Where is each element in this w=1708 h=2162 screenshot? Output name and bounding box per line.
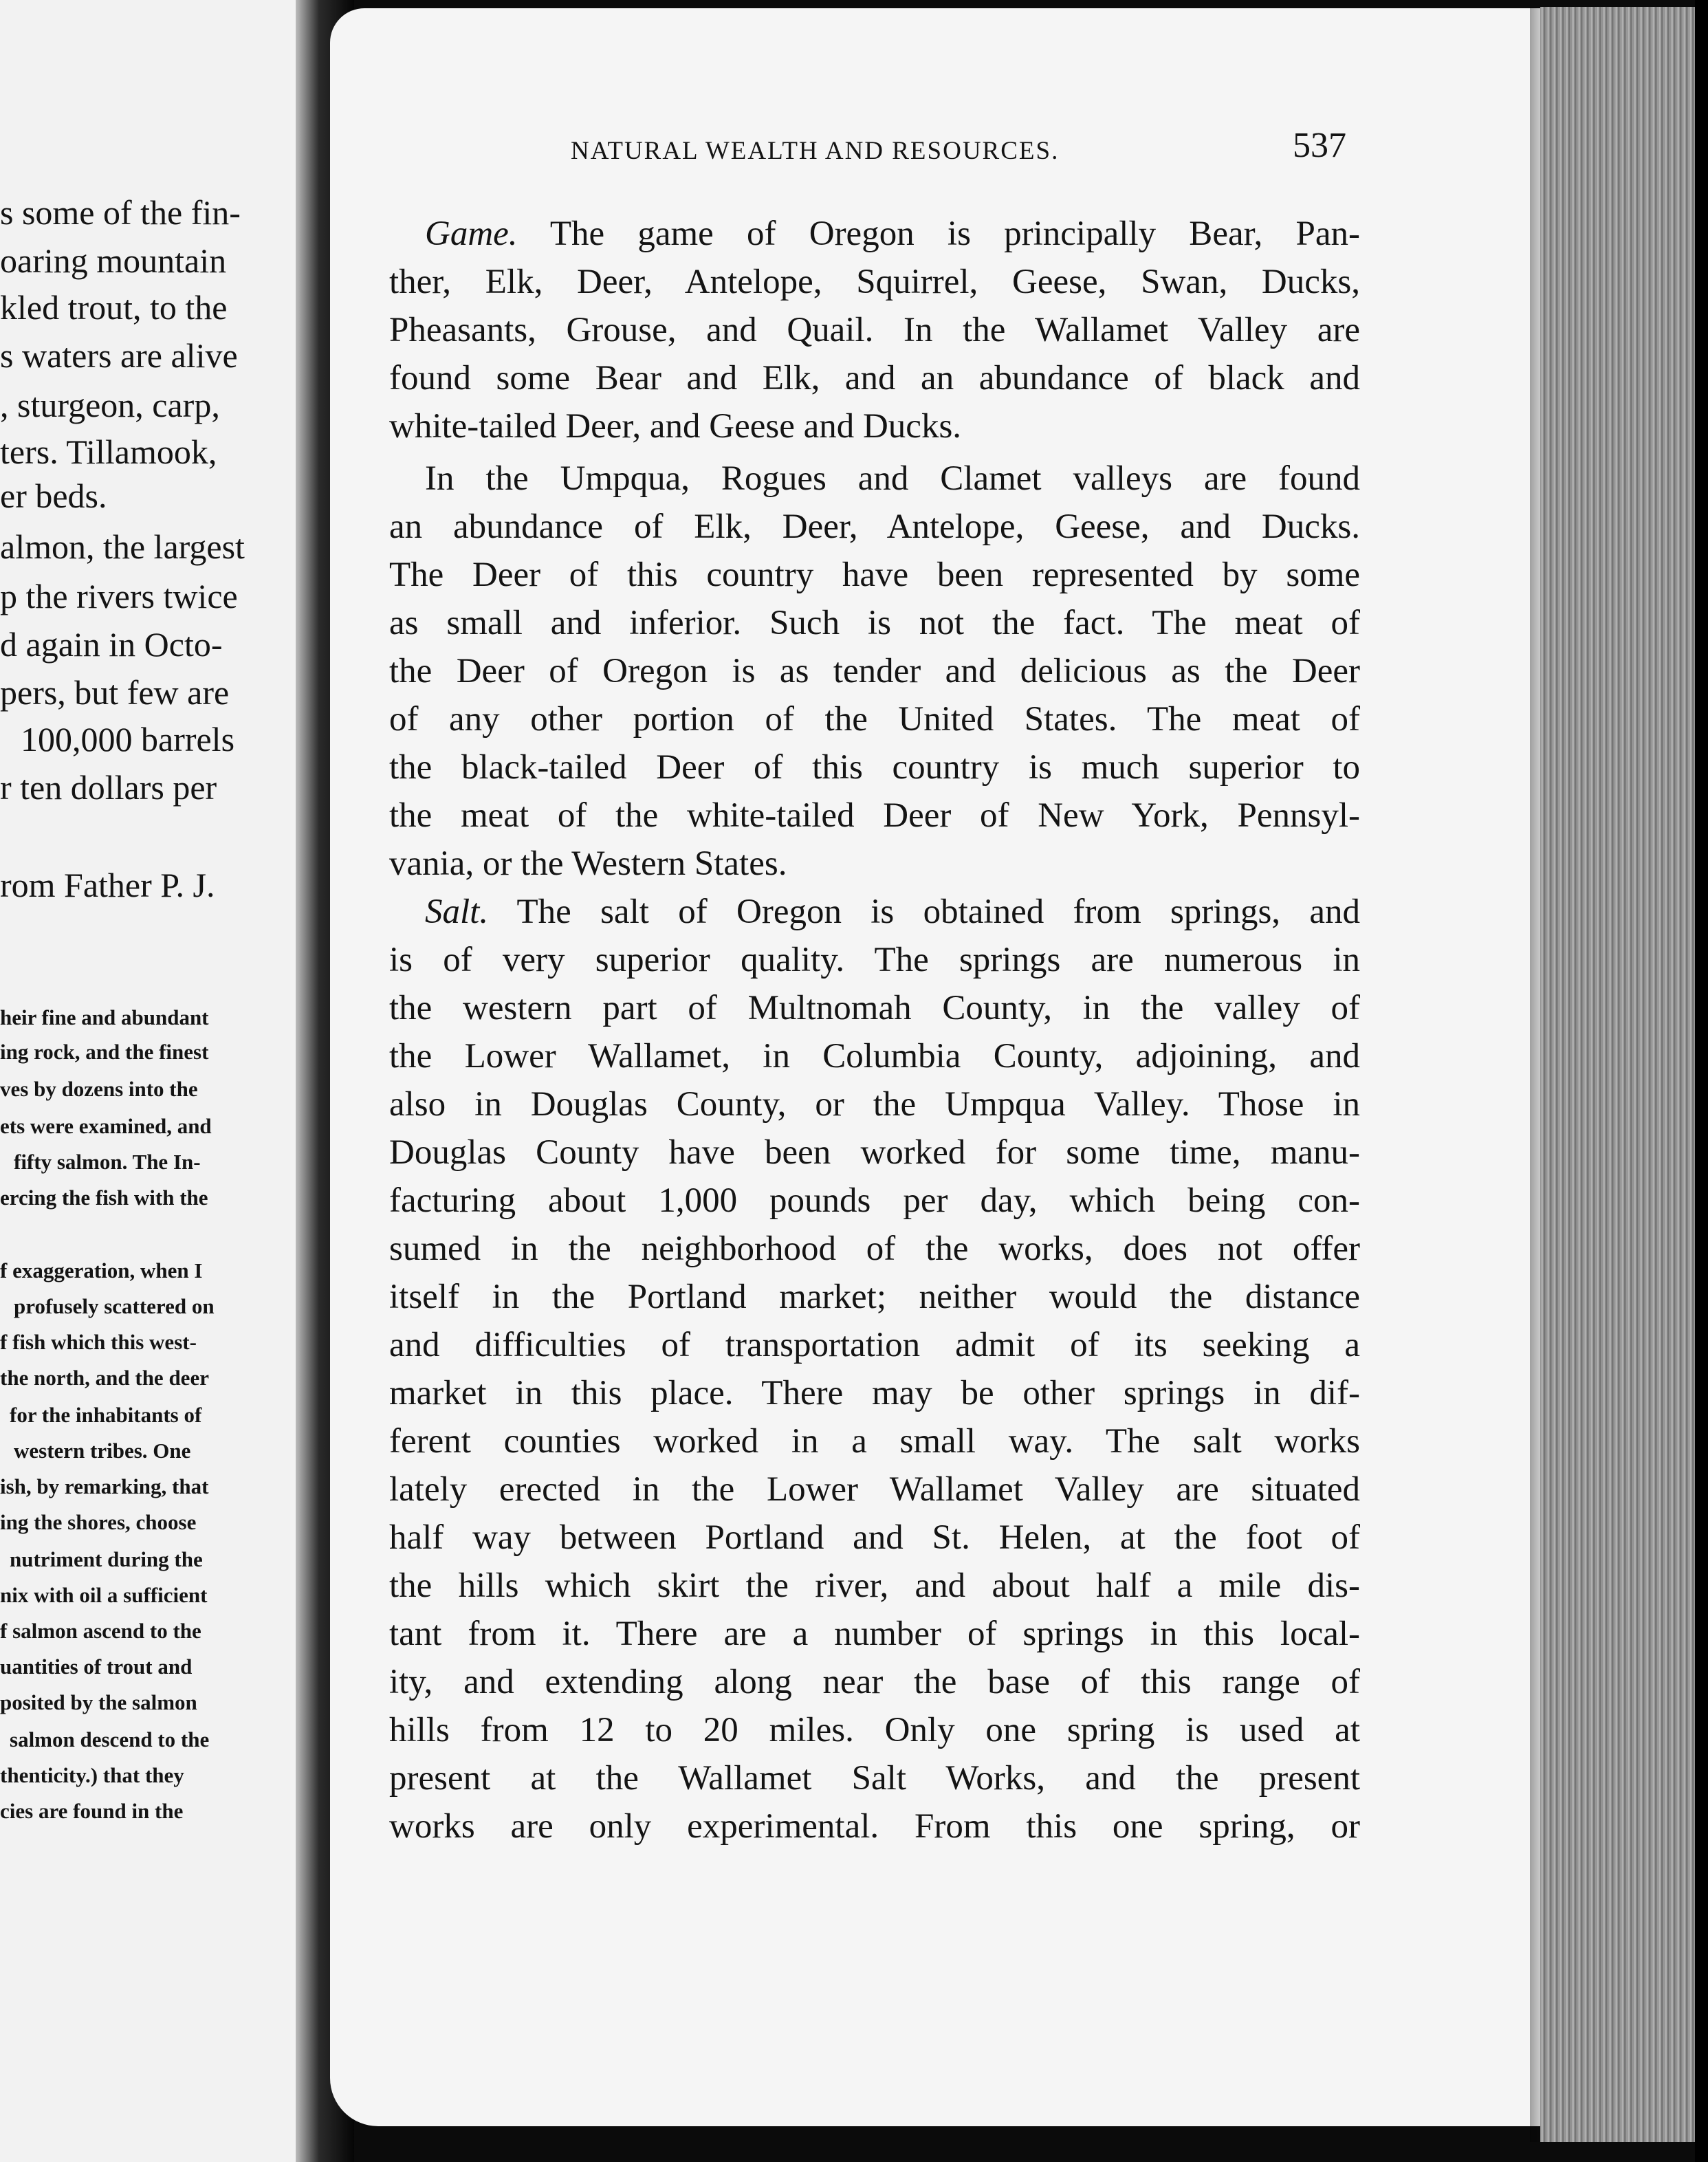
left-page-line: salmon descend to the: [10, 1727, 210, 1751]
left-page-line: p the rivers twice: [0, 577, 238, 615]
body-line: Pheasants, Grouse, and Quail. In the Wallamet Valley are: [389, 311, 1360, 349]
left-page-line: f salmon ascend to the: [0, 1619, 201, 1643]
left-page-line: profusely scattered on: [14, 1294, 215, 1318]
body-line: The Deer of this country have been represented by some: [389, 556, 1360, 594]
body-line: facturing about 1,000 pounds per day, which being con-: [389, 1181, 1360, 1220]
body-line: [425, 891, 1360, 932]
body-line: and difficulties of transportation admit of its seeking a: [389, 1326, 1360, 1364]
left-page-line: s waters are alive: [0, 336, 238, 375]
left-page-line: almon, the largest: [0, 527, 245, 566]
body-line: half way between Portland and St. Helen, at the foot of: [389, 1518, 1360, 1557]
body-line-text: The game of Oregon is principally Bear, Pan-: [517, 215, 1360, 253]
left-page-line: nutriment during the: [10, 1547, 203, 1571]
left-page-line: rom Father P. J.: [0, 866, 215, 904]
left-page-line: fifty salmon. The In-: [14, 1150, 201, 1174]
paragraph-lead-game: Game.: [425, 215, 518, 253]
paragraph-lead-salt: Salt.: [425, 893, 489, 931]
left-page-line: f fish which this west-: [0, 1330, 197, 1354]
body-line: lately erected in the Lower Wallamet Valley are situated: [389, 1470, 1360, 1509]
body-line-text: The salt of Oregon is obtained from springs, and: [488, 893, 1360, 931]
body-line: the Deer of Oregon is as tender and delicious as the Deer: [389, 652, 1360, 690]
left-page-line: r ten dollars per: [0, 768, 217, 807]
left-page-line: pers, but few are: [0, 673, 230, 712]
body-line: the hills which skirt the river, and about half a mile dis-: [389, 1566, 1360, 1605]
page-number: 537: [1293, 126, 1346, 165]
body-line: an abundance of Elk, Deer, Antelope, Geese, and Ducks.: [389, 507, 1360, 546]
left-page-line: thenticity.) that they: [0, 1763, 184, 1787]
left-page-line: western tribes. One: [14, 1439, 191, 1463]
left-page-line: cies are found in the: [0, 1799, 184, 1823]
body-line: found some Bear and Elk, and an abundance of black and: [389, 359, 1360, 397]
left-page-line: s some of the fin-: [0, 193, 241, 232]
left-page-line: f exaggeration, when I: [0, 1258, 203, 1282]
body-line: the meat of the white-tailed Deer of New York, Pennsyl-: [389, 796, 1360, 835]
left-page-line: ets were examined, and: [0, 1114, 212, 1138]
body-line: white-tailed Deer, and Geese and Ducks.: [389, 407, 962, 446]
left-page-line: oaring mountain: [0, 241, 227, 280]
body-line: vania, or the Western States.: [389, 844, 787, 883]
scan-border: [1695, 0, 1708, 2162]
body-line: of any other portion of the United States. The meat of: [389, 700, 1360, 739]
body-line: also in Douglas County, or the Umpqua Valley. Those in: [389, 1085, 1360, 1124]
left-page-line: ves by dozens into the: [0, 1077, 198, 1101]
left-page-line: heir fine and abundant: [0, 1005, 209, 1029]
left-page-line: er beds.: [0, 477, 107, 515]
left-page-line: d again in Octo-: [0, 625, 223, 664]
body-line: ther, Elk, Deer, Antelope, Squirrel, Geese, Swan, Ducks,: [389, 263, 1360, 301]
body-line: hills from 12 to 20 miles. Only one spring is used at: [389, 1711, 1360, 1749]
body-line: sumed in the neighborhood of the works, does not offer: [389, 1230, 1360, 1268]
body-line: Douglas County have been worked for some time, manu-: [389, 1133, 1360, 1172]
body-line: In the Umpqua, Rogues and Clamet valleys are found: [425, 459, 1360, 498]
body-line: [425, 213, 1360, 254]
left-page-line: nix with oil a sufficient: [0, 1583, 208, 1607]
body-line: itself in the Portland market; neither would the distance: [389, 1278, 1360, 1316]
body-line: ity, and extending along near the base of this range of: [389, 1663, 1360, 1701]
left-page-line: ercing the fish with the: [0, 1186, 208, 1210]
page-edges: [1540, 7, 1698, 2142]
body-line: present at the Wallamet Salt Works, and the present: [389, 1759, 1360, 1798]
left-page-line: for the inhabitants of: [10, 1403, 202, 1427]
left-facing-page: [0, 0, 306, 2162]
left-page-line: kled trout, to the: [0, 288, 228, 327]
body-line: is of very superior quality. The springs are numerous in: [389, 941, 1360, 979]
body-line: works are only experimental. From this one spring, or: [389, 1807, 1360, 1846]
left-page-line: ish, by remarking, that: [0, 1474, 209, 1498]
left-page-line: the north, and the deer: [0, 1366, 209, 1390]
left-page-line: posited by the salmon: [0, 1690, 197, 1714]
body-line: tant from it. There are a number of springs in this local-: [389, 1615, 1360, 1653]
body-line: the Lower Wallamet, in Columbia County, adjoining, and: [389, 1037, 1360, 1075]
body-line: ferent counties worked in a small way. The salt works: [389, 1422, 1360, 1461]
running-head: NATURAL WEALTH AND RESOURCES.: [571, 137, 1060, 165]
left-page-line: ters. Tillamook,: [0, 433, 217, 471]
left-page-line: 100,000 barrels: [21, 720, 235, 758]
body-line: the western part of Multnomah County, in the valley of: [389, 989, 1360, 1027]
left-page-line: uantities of trout and: [0, 1655, 193, 1679]
body-line: market in this place. There may be other springs in dif-: [389, 1374, 1360, 1412]
left-page-line: ing rock, and the finest: [0, 1040, 209, 1064]
left-page-line: ing the shores, choose: [0, 1510, 197, 1534]
left-page-line: , sturgeon, carp,: [0, 386, 220, 424]
body-line: the black-tailed Deer of this country is much superior to: [389, 748, 1360, 787]
body-line: as small and inferior. Such is not the fact. The meat of: [389, 604, 1360, 642]
